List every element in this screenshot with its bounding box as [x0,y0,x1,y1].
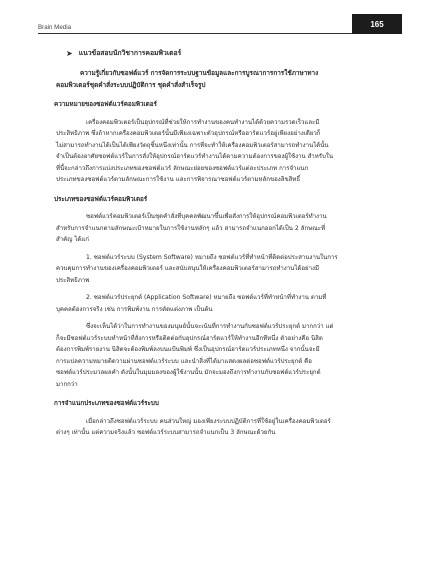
text-line: ประเภทของซอฟต์แวร์ตามลักษณะการใช้งาน และการพิจารณาซอฟต์แวร์ตามหลักของลิขสิทธิ์ [56,176,301,183]
page-content [56,44,396,439]
brand-name: Brain Media [38,24,72,31]
section-title [66,48,396,60]
text-line: เครื่องคอมพิวเตอร์เป็นอุปกรณ์ที่ช่วยให้การทำงานของคนทำงานได้ด้วยความรวดเร็วและมี [86,118,320,126]
text-line: ซึ่งจะเห็นได้ว่าในการทำงานของมนุษย์นั้นจะเน้นที่การทำงานกับซอฟต์แวร์ประยุกต์ มากกว่า แต่ [86,323,334,330]
text-line: 2. ซอฟต์แวร์ประยุกต์ (Application Software) หมายถึง ซอฟต์แวร์ที่ทำหน้าที่ทำงาน ตามที่ [86,294,327,301]
section-title-text: แนวข้อสอบนักวิชาการคอมพิวเตอร์ [78,49,182,58]
paragraph [56,252,396,287]
text-line: ก็จะมีซอฟต์แวร์ระบบทำหน้าที่สั่งการหรือติดต่อกับอุปกรณ์ฮาร์ดแวร์ให้ทำงานอีกทีหนึ่ง ตัวอย่างคือ นิสิต [56,334,323,342]
text-line: ไม่สามารถทำงานได้เป็นได้เพียงวัตถุชิ้นหนึ่งเท่านั้น การที่จะทำให้เครื่องคอมพิวเตอร์สามารถทำงานได้นั้น [56,141,329,149]
paragraph [56,117,396,186]
text-line: ต่างๆ เท่านั้น แต่ความจริงแล้ว ซอฟต์แวร์ระบบสามารถจำแนกเป็น 3 ลักษณะด้วยกัน [56,429,276,436]
text-line: ประสิทธิภาพ [56,276,90,284]
text-line: จำเป็นต้องอาศัยซอฟต์แวร์ในการสั่งให้อุปกรณ์ฮาร์ดแวร์ทำงานได้ตามความต้องการของผู้ใช้งาน สำหรับใน [56,153,334,160]
page-header [0,14,428,34]
paragraph [56,416,396,439]
subtitle-line: ความรู้เกี่ยวกับซอฟต์แวร์ การจัดการระบบฐานข้อมูลและการบูรณาการการใช้ภาษาทาง [80,69,319,77]
text-line: ที่นี้จะกล่าวถึงการแบ่งประเภทของซอฟต์แวร์ ลักษณะย่อยของซอฟต์แวร์แต่ละประเภท การจำแนก [56,164,309,172]
header-rule [38,33,394,34]
text-line: มากกว่า [56,380,78,388]
text-line: สำคัญ ได้แก่ [56,236,89,243]
block-heading: ประเภทของซอฟต์แวร์คอมพิวเตอร์ [54,195,148,203]
paragraph [56,211,396,246]
text-line: เมื่อกล่าวถึงซอฟต์แวร์ระบบ คนส่วนใหญ่ มองเพียงระบบปฏิบัติการที่ใช้อยู่ในเครื่องคอมพิวเตอร์ [86,417,331,425]
text-line: ควบคุมการทำงานของเครื่องคอมพิวเตอร์ และสนับสนุนให้เครื่องคอมพิวเตอร์สามารถทำงานได้อย่างมี [56,265,319,272]
text-line: ซอฟต์แวร์ประมวลผลคำ ดังนั้นในมุมมองของผู้ใช้งานนั้น มักจะมองถึงการทำงานกับซอฟต์แวร์ประยุกต์ [56,369,321,376]
block-heading: การจำแนกประเภทของซอฟต์แวร์ระบบ [54,400,159,407]
text-line: การแปลความหมายติดวามผ่านซอฟต์แวร์ระบบ และนำสิ่งที่ได้มาแสดงผลต่อซอฟต์แวร์ประยุกต์ คือ [56,357,312,365]
text-line: 1. ซอฟต์แวร์ระบบ (System Software) หมายถึง ซอฟต์แวร์ที่ทำหน้าที่ติดต่อประสานงานในการ [86,253,338,261]
paragraph [56,292,396,315]
page-number-badge: 165 [352,14,402,34]
text-line: สำหรับการจำแนกตามลักษณะเป้าหมายในการใช้งานหลักๆ แล้ว สามารถจำแนกออกได้เป็น 2 ลักษณะที่ [56,224,326,232]
text-line: ประสิทธิภาพ ซึ่งถ้าหากเครื่องคอมพิวเตอร์นั้นมีเพียงเฉพาะตัวอุปกรณ์หรือฮาร์ดแวร์อยู่เพียงอย่างเดียวก็ [56,130,321,137]
text-line: บุคคลต้องการจริง เช่น การพิมพ์งาน การตัดแต่งภาพ เป็นต้น [56,305,213,313]
block-heading: ความหมายของซอฟต์แวร์คอมพิวเตอร์ [54,101,157,108]
arrow-bullet-icon: ➤ [66,49,73,59]
text-line: ต้องการพิมพ์รายงาน นิสิตจะต้องพิมพ์ลงบนแป้นพิมพ์ ซึ่งเป็นอุปกรณ์ฮาร์ดแวร์ประเภทหนึ่ง จากนั้นจะมี [56,346,320,353]
text-line: ซอฟต์แวร์คอมพิวเตอร์เป็นชุดคำสั่งที่บุคคลพัฒนาขึ้นเพื่อสั่งการให้อุปกรณ์คอมพิวเตอร์ทำงาน [86,213,327,220]
paragraph [56,321,396,390]
section-subtitle [56,68,396,91]
subtitle-line: คอมพิวเตอร์ชุดคำสั่งระบบปฏิบัติการ ชุดคำสั่งสำเร็จรูป [56,80,206,89]
